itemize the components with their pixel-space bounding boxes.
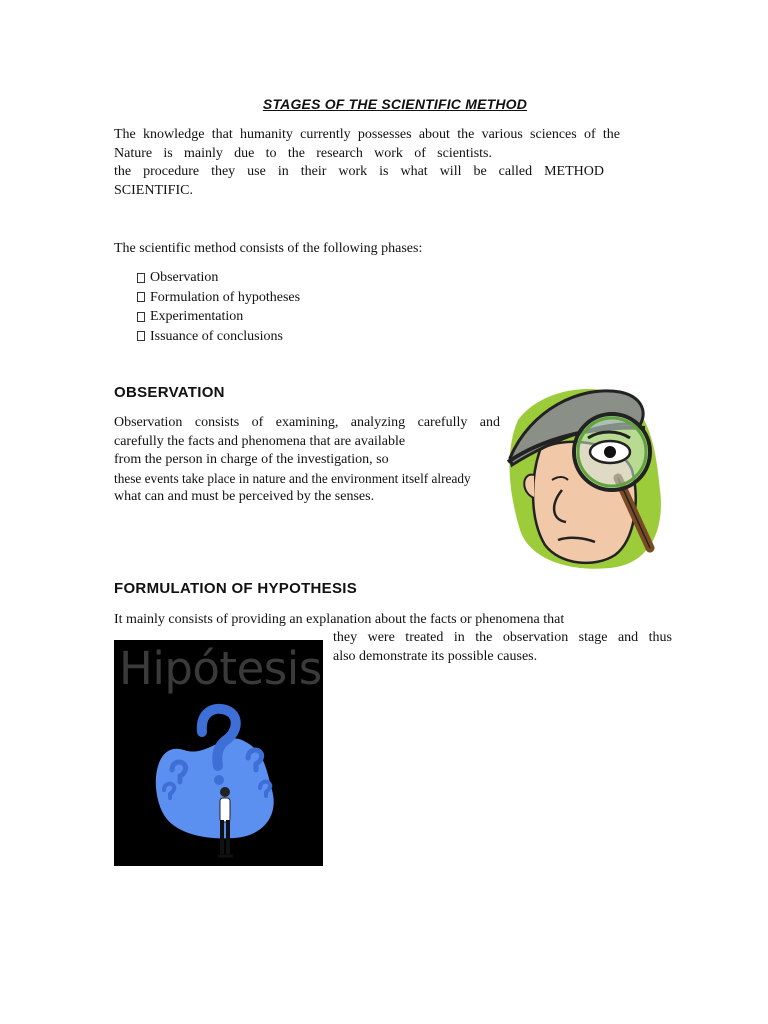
- intro-line: Nature is mainly due to the research work of scientists.: [114, 145, 492, 161]
- list-item: [137, 307, 300, 327]
- phases-intro: The scientific method consists of the following phases:: [114, 241, 423, 256]
- bullet-box-icon: [137, 331, 145, 341]
- bullet-box-icon: [137, 292, 145, 302]
- intro-line: SCIENTIFIC.: [114, 182, 193, 198]
- observation-line: these events take place in nature and the environment itself already: [114, 470, 471, 486]
- page-title: STAGES OF THE SCIENTIFIC METHOD: [262, 96, 528, 112]
- hypothesis-line: It mainly consists of providing an explanation about the facts or phenomena that: [114, 612, 565, 627]
- hypothesis-line: they were treated in the observation stage and thus: [333, 630, 672, 645]
- bullet-box-icon: [137, 312, 145, 322]
- phase-list: [137, 268, 300, 346]
- list-item: [137, 327, 300, 347]
- list-item: [137, 288, 300, 308]
- intro-paragraph: [114, 126, 620, 200]
- hypothesis-paragraph: [333, 629, 672, 666]
- intro-line: The knowledge that humanity currently possesses about the various sciences of the: [114, 127, 620, 142]
- question-marks-person-icon: [114, 640, 323, 866]
- phase-label: Experimentation: [150, 309, 244, 324]
- observation-line: what can and must be perceived by the senses.: [114, 489, 375, 504]
- observation-line: carefully the facts and phenomena that are available: [114, 433, 406, 449]
- hypothesis-image: [114, 640, 323, 866]
- phase-label: Observation: [150, 270, 219, 285]
- list-item: [137, 268, 300, 288]
- bullet-box-icon: [137, 273, 145, 283]
- phase-label: Issuance of conclusions: [150, 328, 283, 344]
- intro-line: the procedure they use in their work is what will be called METHOD: [114, 164, 604, 179]
- phase-label: Formulation of hypotheses: [150, 289, 301, 305]
- hypothesis-image-text: Hipótesis: [119, 642, 322, 695]
- observation-heading: OBSERVATION: [114, 384, 225, 401]
- hypothesis-line: also demonstrate its possible causes.: [333, 648, 538, 664]
- observation-line: Observation consists of examining, analyzing carefully and: [114, 415, 500, 430]
- hypothesis-heading: FORMULATION OF HYPOTHESIS: [114, 580, 358, 597]
- observation-line: from the person in charge of the investigation, so: [114, 452, 389, 467]
- detective-magnifier-icon: [500, 380, 670, 575]
- observation-paragraph: [114, 414, 500, 507]
